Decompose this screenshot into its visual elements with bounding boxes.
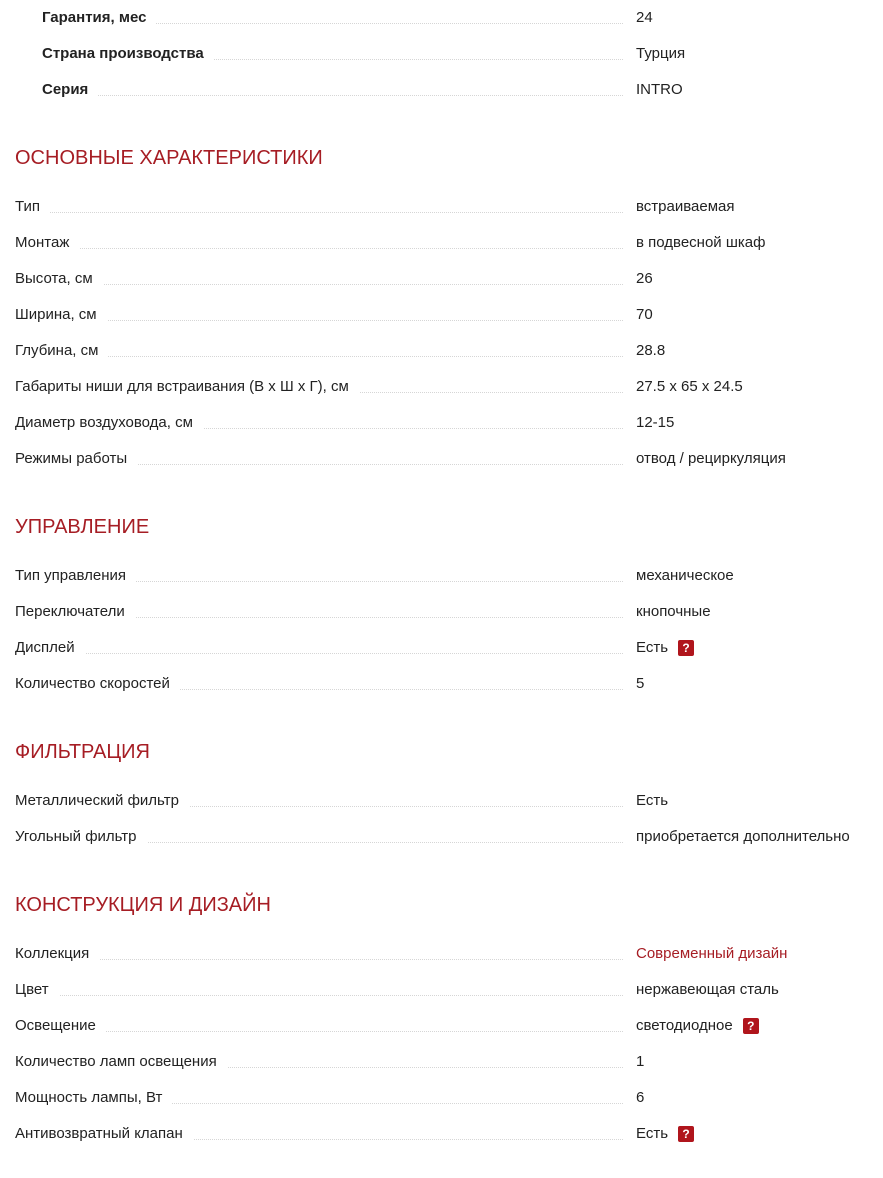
spec-label: Тип — [15, 197, 50, 217]
spec-value-text: светодиодное — [636, 1017, 733, 1034]
spec-value: механическое — [636, 567, 734, 584]
spec-value: Есть — [636, 792, 669, 809]
spec-row — [15, 1008, 865, 1044]
dotted-leader — [25, 320, 623, 321]
spec-label: Страна производства — [15, 44, 214, 64]
spec-label: Антивозвратный клапан — [15, 1124, 193, 1144]
spec-row — [15, 630, 865, 666]
spec-label: Угольный фильтр — [15, 827, 147, 847]
spec-value: в подвесной шкаф — [636, 234, 766, 251]
spec-row — [15, 189, 865, 225]
spec-label: Дисплей — [15, 638, 85, 658]
spec-value: 24 — [636, 9, 653, 26]
spec-row — [15, 666, 865, 702]
spec-value: отвод / рециркуляция — [636, 450, 786, 467]
spec-row — [15, 819, 865, 855]
help-badge[interactable]: ? — [743, 1018, 759, 1034]
spec-label: Металлический фильтр — [15, 791, 189, 811]
spec-row — [15, 783, 865, 819]
spec-row — [15, 1116, 865, 1152]
spec-row — [15, 936, 865, 972]
spec-value: 28.8 — [636, 342, 666, 359]
spec-row — [15, 594, 865, 630]
spec-label: Коллекция — [15, 944, 99, 964]
spec-label: Освещение — [15, 1016, 106, 1036]
spec-row-warranty — [15, 0, 865, 36]
spec-value: нержавеющая сталь — [636, 981, 779, 998]
spec-row — [15, 1044, 865, 1080]
spec-value: кнопочные — [636, 603, 711, 620]
spec-value: 5 — [636, 675, 645, 692]
spec-label: Цвет — [15, 980, 59, 1000]
spec-label: Диаметр воздуховода, см — [15, 413, 203, 433]
dotted-leader — [25, 248, 623, 249]
spec-row — [15, 333, 865, 369]
spec-value: 27.5 x 65 x 24.5 — [636, 378, 743, 395]
spec-value-text: Есть — [636, 1125, 669, 1142]
spec-row — [15, 1080, 865, 1116]
spec-row — [15, 369, 865, 405]
spec-row-country — [15, 36, 865, 72]
spec-value: 1 — [636, 1053, 645, 1070]
spec-value: Турция — [636, 45, 686, 62]
dotted-leader — [25, 995, 623, 996]
section-title-filtration: ФИЛЬТРАЦИЯ — [15, 741, 150, 763]
spec-value — [636, 1016, 759, 1036]
spec-label: Мощность лампы, Вт — [15, 1088, 172, 1108]
spec-row — [15, 441, 865, 477]
section-title-design: КОНСТРУКЦИЯ И ДИЗАЙН — [15, 894, 271, 916]
spec-value: 6 — [636, 1089, 645, 1106]
spec-value-text: Есть — [636, 639, 669, 656]
spec-label: Высота, см — [15, 269, 103, 289]
spec-row — [15, 405, 865, 441]
spec-label: Гарантия, мес — [15, 8, 156, 28]
spec-label: Тип управления — [15, 566, 136, 586]
spec-value: INTRO — [636, 81, 683, 98]
spec-row — [15, 297, 865, 333]
spec-row — [15, 972, 865, 1008]
section-title-main: ОСНОВНЫЕ ХАРАКТЕРИСТИКИ — [15, 147, 323, 169]
dotted-leader — [25, 95, 623, 96]
dotted-leader — [25, 356, 623, 357]
spec-value — [636, 638, 694, 658]
help-badge[interactable]: ? — [678, 1126, 694, 1142]
spec-label: Монтаж — [15, 233, 79, 253]
spec-row-series — [15, 72, 865, 108]
spec-value: 12-15 — [636, 414, 675, 431]
spec-row — [15, 261, 865, 297]
section-title-control: УПРАВЛЕНИЕ — [15, 516, 150, 538]
spec-value: 70 — [636, 306, 653, 323]
spec-value: встраиваемая — [636, 198, 735, 215]
dotted-leader — [25, 1031, 623, 1032]
spec-label: Переключатели — [15, 602, 135, 622]
collection-link[interactable]: Современный дизайн — [636, 945, 788, 962]
spec-label: Количество ламп освещения — [15, 1052, 227, 1072]
spec-value — [636, 1124, 694, 1144]
spec-row — [15, 225, 865, 261]
spec-label: Глубина, см — [15, 341, 108, 361]
spec-label: Количество скоростей — [15, 674, 180, 694]
spec-label: Ширина, см — [15, 305, 107, 325]
spec-label: Серия — [15, 80, 98, 100]
spec-value: 26 — [636, 270, 653, 287]
spec-row — [15, 558, 865, 594]
help-badge[interactable]: ? — [678, 640, 694, 656]
dotted-leader — [25, 959, 623, 960]
dotted-leader — [25, 653, 623, 654]
spec-label: Режимы работы — [15, 449, 137, 469]
spec-label: Габариты ниши для встраивания (В х Ш х Г), см — [15, 377, 359, 397]
dotted-leader — [25, 212, 623, 213]
dotted-leader — [25, 284, 623, 285]
spec-value: приобретается дополнительно — [636, 828, 850, 845]
